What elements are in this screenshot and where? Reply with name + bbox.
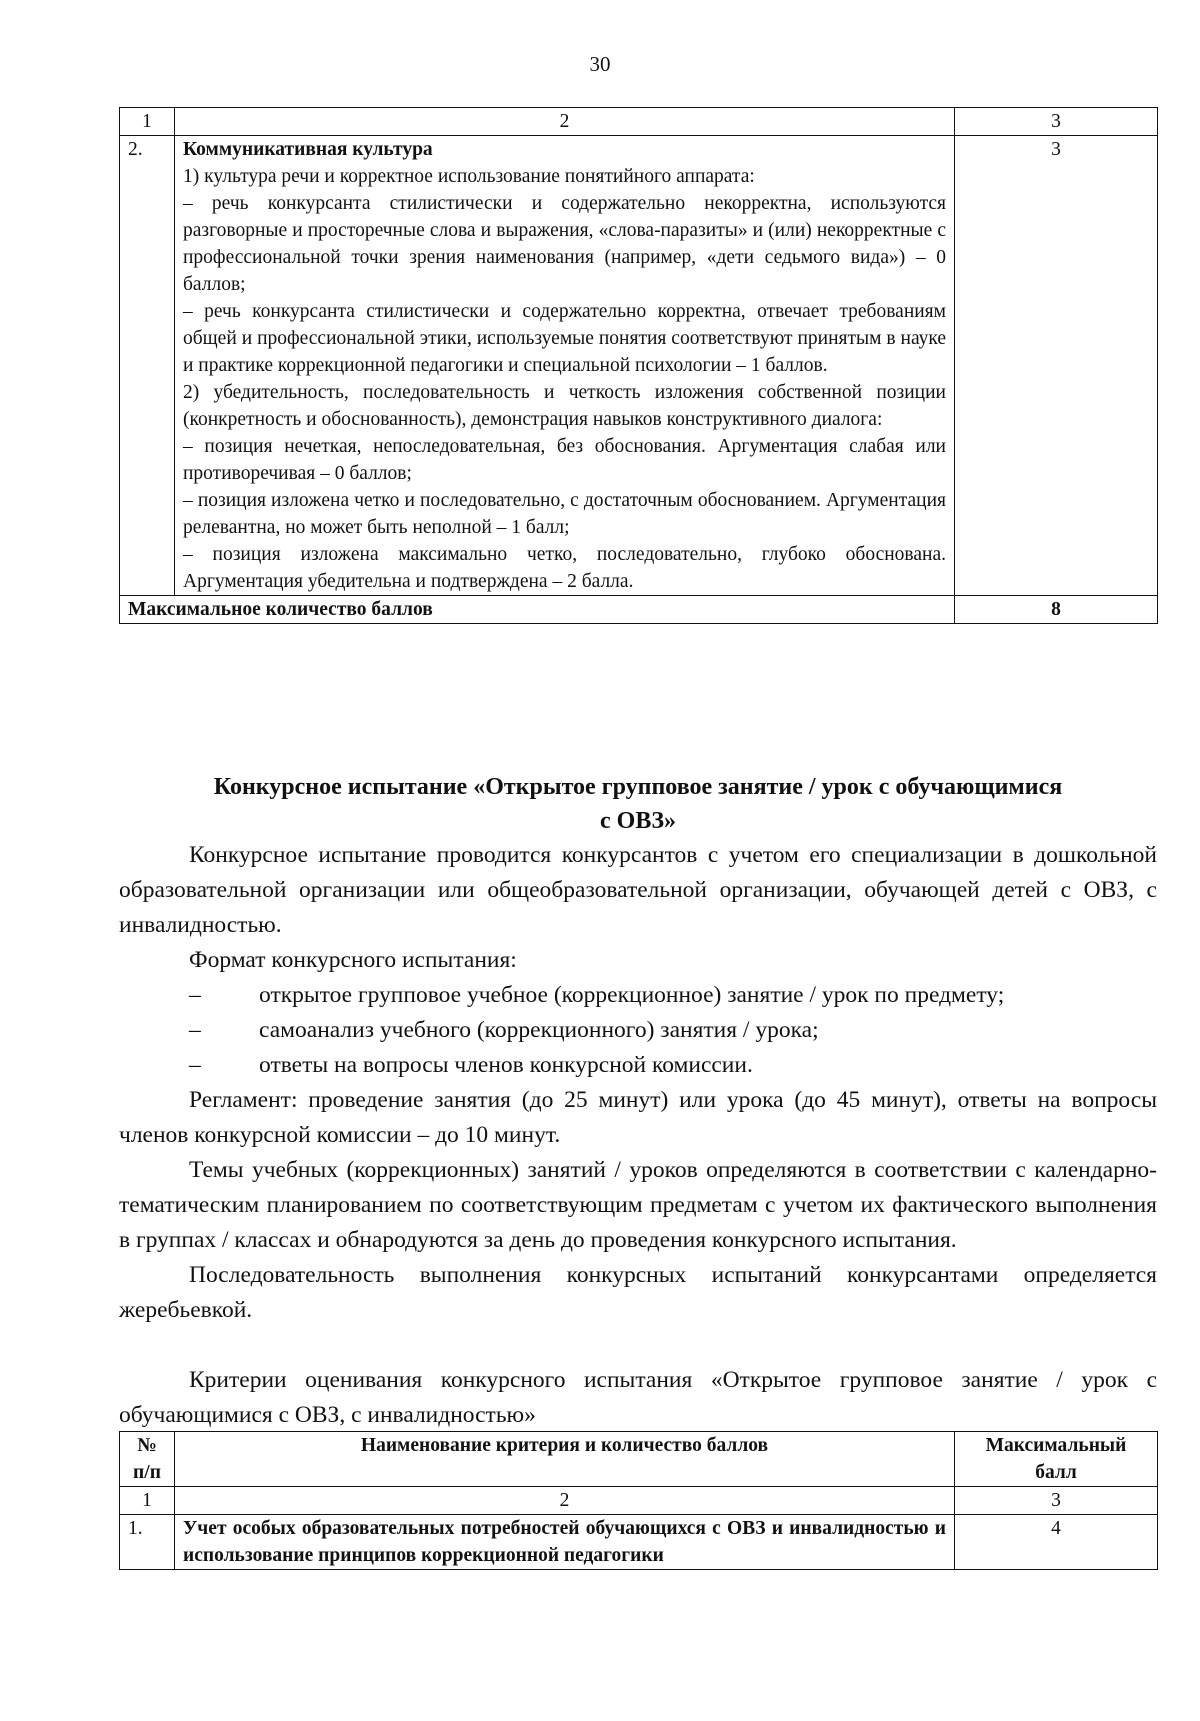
- dash-marker: –: [189, 1052, 201, 1078]
- section-body: [119, 838, 1157, 1328]
- table-header-row: [120, 108, 1158, 136]
- paragraph: Темы учебных (коррекционных) занятий / уроков определяются в соответствии с календарно-тематическим планированием по соответствующим предметам с учетом их фактического выполнения в группах / классах и обнародуются за день до проведения конкурсного испытания.: [119, 1157, 1157, 1253]
- col-index-1: 1: [120, 108, 175, 136]
- criterion-line: – позиция изложена четко и последовательно, с достаточным обоснованием. Аргументация релевантна, но может быть неполной – 1 балл;: [183, 490, 946, 538]
- dash-list-item: – самоанализ учебного (коррекционного) занятия / урока;: [119, 1013, 1157, 1048]
- row-number: 1.: [120, 1515, 175, 1570]
- header-number: № п/п: [120, 1432, 175, 1487]
- table-row: [120, 136, 1158, 596]
- page-number: 30: [589, 52, 611, 76]
- criteria-intro: Критерии оценивания конкурсного испытания «Открытое групповое занятие / урок с обучающимися с ОВЗ, с инвалидностью»: [119, 1367, 1157, 1428]
- criterion-cell: [175, 136, 955, 596]
- section-title-line: Конкурсное испытание «Открытое групповое занятие / урок с обучающимися: [213, 774, 1063, 800]
- criterion-line: – позиция нечеткая, непоследовательная, без обоснования. Аргументация слабая или противоречивая – 0 баллов;: [183, 436, 946, 484]
- paragraph: Формат конкурсного испытания:: [189, 947, 517, 973]
- criterion-line: – позиция изложена максимально четко, последовательно, глубоко обоснована. Аргументация убедительна и подтверждена – 2 балла.: [183, 544, 946, 592]
- criterion-title: Учет особых образовательных потребностей обучающихся с ОВЗ и инвалидностью и использование принципов коррекционной педагогики: [175, 1515, 955, 1570]
- criterion-line: 1) культура речи и корректное использование понятийного аппарата:: [183, 166, 755, 187]
- col-index-3: 3: [955, 1487, 1158, 1515]
- dash-marker: –: [189, 982, 201, 1008]
- criterion-line: – речь конкурсанта стилистически и содержательно корректна, отвечает требованиям общей и профессиональной этики, используемые понятия соответствуют принятым в науке и практике коррекционной педагогики и специальной психологии – 1 баллов.: [183, 301, 946, 376]
- col-index-3: 3: [955, 108, 1158, 136]
- criteria-intro-block: [119, 1363, 1157, 1433]
- paragraph: Последовательность выполнения конкурсных испытаний конкурсантами определяется жеребьевкой.: [119, 1262, 1157, 1323]
- criteria-table: [119, 1431, 1158, 1570]
- criterion-title: Коммуникативная культура: [183, 139, 433, 160]
- criteria-table-continued: [119, 107, 1158, 624]
- dash-marker: –: [189, 1017, 201, 1043]
- total-row: [120, 596, 1158, 624]
- section-title-line: с ОВЗ»: [600, 808, 676, 834]
- dash-list-item: – открытое групповое учебное (коррекционное) занятие / урок по предмету;: [119, 978, 1157, 1013]
- paragraph: Конкурсное испытание проводится конкурсантов с учетом его специализации в дошкольной образовательной организации или общеобразовательной организации, обучающей детей с ОВЗ, с инвалидностью.: [119, 842, 1157, 938]
- paragraph: Регламент: проведение занятия (до 25 минут) или урока (до 45 минут), ответы на вопросы членов конкурсной комиссии – до 10 минут.: [119, 1087, 1157, 1148]
- col-index-1: 1: [120, 1487, 175, 1515]
- criterion-line: – речь конкурсанта стилистически и содержательно некорректна, используются разговорные и просторечные слова и выражения, «слова-паразиты» и (или) некорректные с профессиональной точки зрения наименования (например, «дети седьмого вида») – 0 баллов;: [183, 193, 946, 295]
- col-index-2: 2: [175, 108, 955, 136]
- header-criterion: Наименование критерия и количество баллов: [175, 1432, 955, 1487]
- table-header-row: [120, 1432, 1158, 1487]
- col-index-2: 2: [175, 1487, 955, 1515]
- section-title: [119, 770, 1157, 838]
- total-label: Максимальное количество баллов: [120, 596, 955, 624]
- row-number: 2.: [120, 136, 175, 596]
- criterion-score: 3: [955, 136, 1158, 596]
- header-max-score: Максимальный балл: [955, 1432, 1158, 1487]
- dash-list-item: – ответы на вопросы членов конкурсной комиссии.: [119, 1048, 1157, 1083]
- total-value: 8: [955, 596, 1158, 624]
- criterion-line: 2) убедительность, последовательность и четкость изложения собственной позиции (конкретность и обоснованность), демонстрация навыков конструктивного диалога:: [183, 382, 946, 430]
- table-row: [120, 1515, 1158, 1570]
- criterion-score: 4: [955, 1515, 1158, 1570]
- table-index-row: [120, 1487, 1158, 1515]
